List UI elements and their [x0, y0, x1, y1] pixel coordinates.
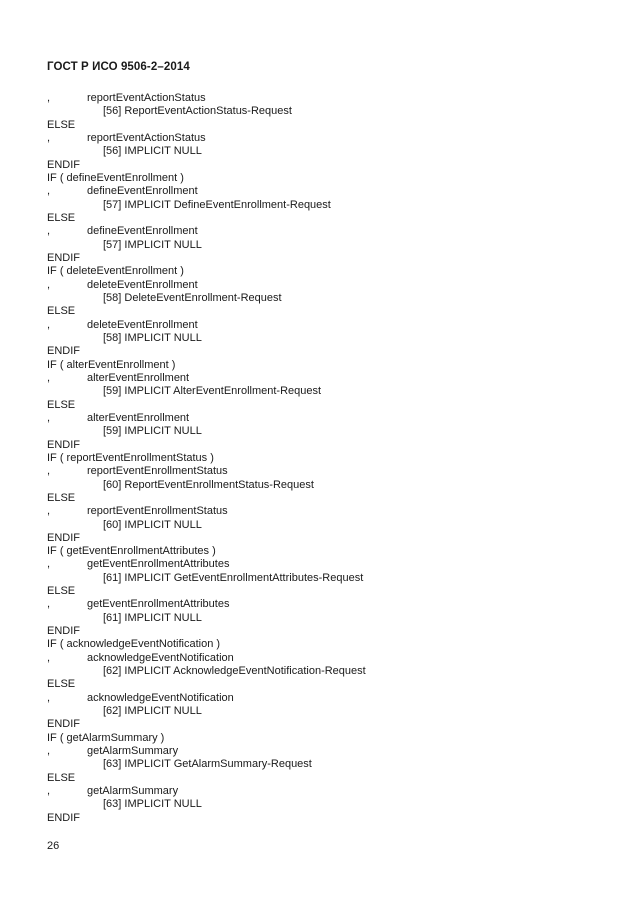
line-prefix-comma: ,	[47, 225, 51, 238]
code-line	[47, 705, 607, 718]
line-text: ENDIF	[47, 158, 80, 171]
line-prefix-comma: ,	[47, 131, 51, 144]
code-line	[47, 185, 607, 198]
line-prefix-comma: ,	[47, 745, 51, 758]
code-line	[47, 252, 607, 265]
line-prefix-comma: ,	[47, 278, 51, 291]
code-line	[47, 239, 607, 252]
line-text: IF ( alterEventEnrollment )	[47, 358, 176, 371]
line-text: [58] DeleteEventEnrollment-Request	[103, 291, 282, 304]
line-prefix-comma: ,	[47, 411, 51, 424]
line-prefix-comma: ,	[47, 785, 51, 798]
line-prefix-comma: ,	[47, 651, 51, 664]
line-text: getAlarmSummary	[87, 745, 179, 758]
line-text: [61] IMPLICIT NULL	[103, 611, 202, 624]
code-line	[47, 452, 607, 465]
code-line	[47, 772, 607, 785]
code-line	[47, 545, 607, 558]
code-line	[47, 732, 607, 745]
code-line	[47, 798, 607, 811]
line-text: defineEventEnrollment	[87, 225, 198, 238]
code-line	[47, 745, 607, 758]
code-line	[47, 519, 607, 532]
line-prefix-comma: ,	[47, 371, 51, 384]
line-text: IF ( getEventEnrollmentAttributes )	[47, 545, 216, 558]
line-prefix-comma: ,	[47, 318, 51, 331]
asn1-code-block	[47, 92, 607, 825]
line-text: [62] IMPLICIT AcknowledgeEventNotification-Request	[103, 665, 366, 678]
code-line	[47, 119, 607, 132]
line-prefix-comma: ,	[47, 558, 51, 571]
code-line	[47, 612, 607, 625]
line-text: IF ( deleteEventEnrollment )	[47, 265, 184, 278]
code-line	[47, 425, 607, 438]
line-text: [59] IMPLICIT NULL	[103, 425, 202, 438]
code-line	[47, 359, 607, 372]
code-line	[47, 692, 607, 705]
line-text: ENDIF	[47, 718, 80, 731]
line-text: alterEventEnrollment	[87, 411, 190, 424]
line-prefix-comma: ,	[47, 505, 51, 518]
line-text: ELSE	[47, 305, 76, 318]
code-line	[47, 718, 607, 731]
code-line	[47, 212, 607, 225]
code-line	[47, 439, 607, 452]
code-line	[47, 385, 607, 398]
code-line	[47, 132, 607, 145]
code-line	[47, 105, 607, 118]
line-text: getAlarmSummary	[87, 785, 179, 798]
line-text: ELSE	[47, 678, 76, 691]
line-text: [56] ReportEventActionStatus-Request	[103, 105, 292, 118]
code-line	[47, 199, 607, 212]
line-text: ENDIF	[47, 625, 80, 638]
code-line	[47, 292, 607, 305]
code-line	[47, 399, 607, 412]
code-line	[47, 665, 607, 678]
code-line	[47, 758, 607, 771]
code-line	[47, 558, 607, 571]
code-line	[47, 225, 607, 238]
line-text: [62] IMPLICIT NULL	[103, 705, 202, 718]
line-text: IF ( defineEventEnrollment )	[47, 171, 184, 184]
line-text: ENDIF	[47, 251, 80, 264]
line-text: reportEventActionStatus	[87, 131, 206, 144]
line-text: IF ( reportEventEnrollmentStatus )	[47, 451, 214, 464]
code-line	[47, 332, 607, 345]
code-line	[47, 572, 607, 585]
code-line	[47, 305, 607, 318]
code-line	[47, 479, 607, 492]
code-line	[47, 92, 607, 105]
code-line	[47, 585, 607, 598]
line-prefix-comma: ,	[47, 185, 51, 198]
code-line	[47, 319, 607, 332]
line-text: deleteEventEnrollment	[87, 318, 198, 331]
line-prefix-comma: ,	[47, 465, 51, 478]
line-text: ELSE	[47, 585, 76, 598]
line-text: alterEventEnrollment	[87, 371, 190, 384]
line-text: ENDIF	[47, 345, 80, 358]
code-line	[47, 279, 607, 292]
line-text: [57] IMPLICIT NULL	[103, 238, 202, 251]
line-text: reportEventEnrollmentStatus	[87, 505, 228, 518]
code-line	[47, 372, 607, 385]
line-prefix-comma: ,	[47, 598, 51, 611]
code-line	[47, 145, 607, 158]
code-line	[47, 785, 607, 798]
code-line	[47, 598, 607, 611]
line-text: getEventEnrollmentAttributes	[87, 558, 230, 571]
code-line	[47, 638, 607, 651]
code-line	[47, 412, 607, 425]
line-text: ELSE	[47, 771, 76, 784]
code-line	[47, 678, 607, 691]
code-line	[47, 532, 607, 545]
line-text: ELSE	[47, 398, 76, 411]
line-text: [58] IMPLICIT NULL	[103, 331, 202, 344]
code-line	[47, 492, 607, 505]
line-text: getEventEnrollmentAttributes	[87, 598, 230, 611]
line-text: ELSE	[47, 118, 76, 131]
line-text: IF ( getAlarmSummary )	[47, 731, 165, 744]
code-line	[47, 172, 607, 185]
code-line	[47, 265, 607, 278]
code-line	[47, 345, 607, 358]
line-text: ELSE	[47, 491, 76, 504]
line-text: reportEventEnrollmentStatus	[87, 465, 228, 478]
line-text: [63] IMPLICIT GetAlarmSummary-Request	[103, 758, 312, 771]
code-line	[47, 159, 607, 172]
code-line	[47, 505, 607, 518]
page-number: 26	[47, 840, 60, 852]
line-text: deleteEventEnrollment	[87, 278, 198, 291]
line-text: [56] IMPLICIT NULL	[103, 145, 202, 158]
line-text: [63] IMPLICIT NULL	[103, 798, 202, 811]
line-text: IF ( acknowledgeEventNotification )	[47, 638, 221, 651]
line-prefix-comma: ,	[47, 691, 51, 704]
line-prefix-comma: ,	[47, 92, 51, 104]
document-header: ГОСТ Р ИСО 9506-2–2014	[47, 61, 190, 73]
code-line	[47, 625, 607, 638]
line-text: [60] ReportEventEnrollmentStatus-Request	[103, 478, 314, 491]
line-text: defineEventEnrollment	[87, 185, 198, 198]
code-line	[47, 652, 607, 665]
line-text: [59] IMPLICIT AlterEventEnrollment-Request	[103, 385, 322, 398]
line-text: [57] IMPLICIT DefineEventEnrollment-Request	[103, 198, 331, 211]
line-text: [61] IMPLICIT GetEventEnrollmentAttributes-Request	[103, 571, 364, 584]
code-line	[47, 465, 607, 478]
line-text: acknowledgeEventNotification	[87, 651, 234, 664]
line-text: ELSE	[47, 211, 76, 224]
line-text: [60] IMPLICIT NULL	[103, 518, 202, 531]
line-text: acknowledgeEventNotification	[87, 691, 234, 704]
line-text: reportEventActionStatus	[87, 92, 206, 104]
line-text: ENDIF	[47, 531, 80, 544]
line-text: ENDIF	[47, 811, 80, 824]
line-text: ENDIF	[47, 438, 80, 451]
code-line	[47, 812, 607, 825]
